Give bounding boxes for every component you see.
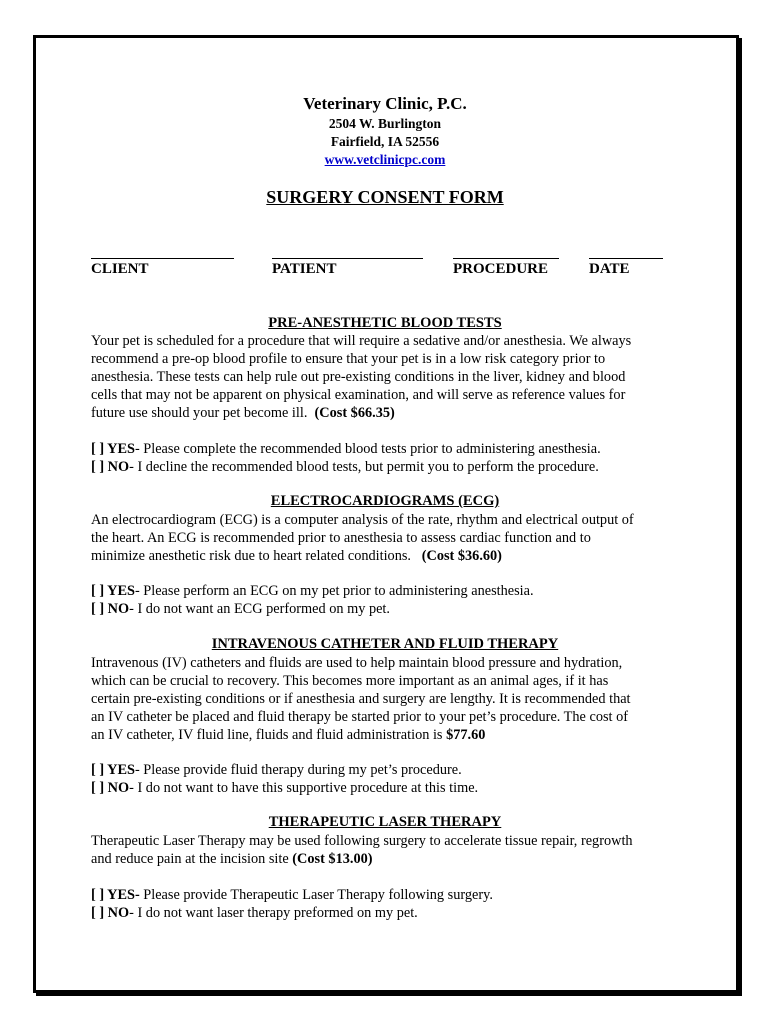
website-link[interactable]: www.vetclinicpc.com: [324, 152, 446, 167]
yes-checkbox[interactable]: [ ] YES: [91, 762, 135, 778]
date-label: DATE: [589, 261, 630, 277]
laser-text: Therapeutic Laser Therapy may be used following surgery to accelerate tissue repair, regrowth and reduce pain at the incision site (Cost $13.00): [91, 833, 633, 867]
iv-heading: INTRAVENOUS CATHETER AND FLUID THERAPY: [211, 636, 559, 652]
no-checkbox[interactable]: [ ] NO: [91, 459, 130, 475]
ecg-yes-option[interactable]: [ ] YES- Please perform an ECG on my pet prior to administering anesthesia.: [91, 583, 534, 599]
laser-no-option[interactable]: [ ] NO- I do not want laser therapy preformed on my pet.: [91, 905, 418, 921]
date-line[interactable]: [589, 258, 663, 259]
ecg-text: An electrocardiogram (ECG) is a computer analysis of the rate, rhythm and electrical output of the heart. An ECG is recommended prior to anesthesia to assess cardiac function and to minimize anesthetic risk due to heart related conditions. (Cost $36.60): [91, 512, 634, 564]
ecg-heading: ELECTROCARDIOGRAMS (ECG): [270, 493, 500, 509]
no-checkbox[interactable]: [ ] NO: [91, 780, 130, 796]
blood-tests-text: Your pet is scheduled for a procedure that will require a sedative and/or anesthesia. We always recommend a pre-op blood profile to ensure that your pet is in a low risk category prior to anesthesia. These tests can help rule out pre-existing conditions in the liver, kidney and blood cells that may not be apparent on physical examination, and will serve as reference values for future use should your pet become ill. (Cost $66.35): [91, 333, 632, 421]
blood-tests-heading: PRE-ANESTHETIC BLOOD TESTS: [268, 315, 502, 331]
iv-cost: $77.60: [446, 727, 486, 743]
yes-checkbox[interactable]: [ ] YES: [91, 441, 135, 457]
laser-cost: (Cost $13.00): [292, 851, 373, 867]
client-label: CLIENT: [91, 261, 149, 277]
no-checkbox[interactable]: [ ] NO: [91, 905, 130, 921]
yes-checkbox[interactable]: [ ] YES: [91, 583, 135, 599]
blood-tests-yes-option[interactable]: [ ] YES- Please complete the recommended blood tests prior to administering anesthesia.: [91, 441, 601, 457]
clinic-name: Veterinary Clinic, P.C.: [303, 94, 467, 113]
patient-line[interactable]: [272, 258, 423, 259]
iv-no-option[interactable]: [ ] NO- I do not want to have this supportive procedure at this time.: [91, 780, 479, 796]
procedure-label: PROCEDURE: [453, 261, 549, 277]
website-wrapper: [0, 152, 770, 168]
ecg-no-option[interactable]: [ ] NO- I do not want an ECG performed on my pet.: [91, 601, 390, 617]
blood-tests-cost: (Cost $66.35): [314, 405, 395, 421]
client-line[interactable]: [91, 258, 234, 259]
address-city: Fairfield, IA 52556: [330, 134, 440, 149]
blood-tests-no-option[interactable]: [ ] NO- I decline the recommended blood tests, but permit you to perform the procedure.: [91, 459, 599, 475]
iv-text: Intravenous (IV) catheters and fluids are used to help maintain blood pressure and hydration, which can be crucial to recovery. This becomes more important as an animal ages, if it has certain pre-existing conditions or if anesthesia and surgery are lengthy. It is recommended that an IV catheter be placed and fluid therapy be started prior to your pet’s procedure. The cost of an IV catheter, IV fluid line, fluids and fluid administration is $77.60: [91, 655, 631, 743]
ecg-cost: (Cost $36.60): [421, 548, 502, 564]
laser-yes-option[interactable]: [ ] YES- Please provide Therapeutic Laser Therapy following surgery.: [91, 887, 493, 903]
procedure-line[interactable]: [453, 258, 559, 259]
patient-label: PATIENT: [272, 261, 337, 277]
yes-checkbox[interactable]: [ ] YES-: [91, 887, 140, 903]
address-street: 2504 W. Burlington: [328, 116, 442, 131]
laser-heading: THERAPEUTIC LASER THERAPY: [268, 814, 502, 830]
form-title: SURGERY CONSENT FORM: [266, 187, 504, 207]
no-checkbox[interactable]: [ ] NO: [91, 601, 130, 617]
iv-yes-option[interactable]: [ ] YES- Please provide fluid therapy during my pet’s procedure.: [91, 762, 462, 778]
